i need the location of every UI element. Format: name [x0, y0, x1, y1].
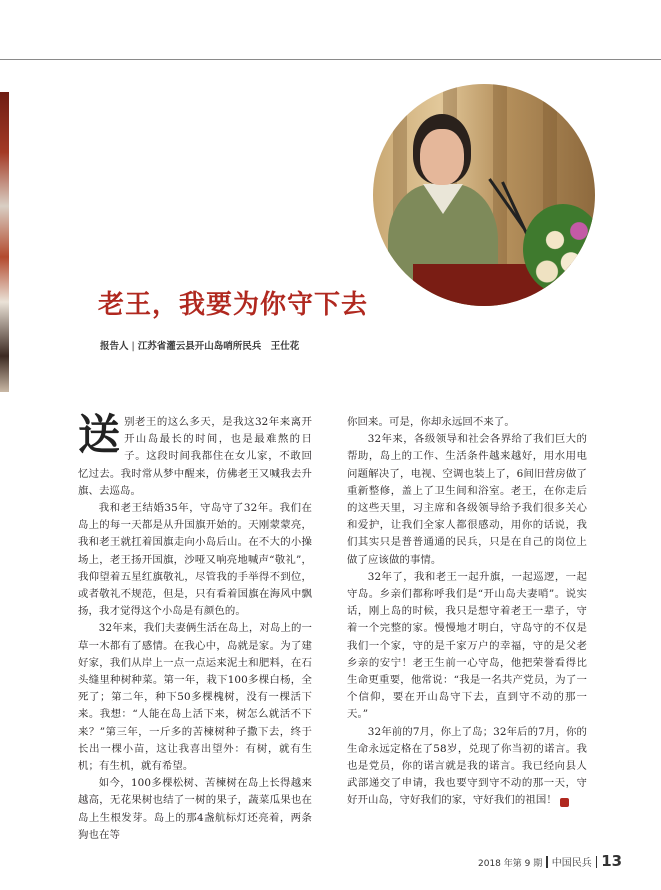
magazine-name: 中国民兵	[551, 858, 592, 869]
paragraph: 我和老王结婚35年，守岛守了32年。我们在岛上的每一天都是从升国旗开始的。天刚蒙蒙亮，我和老王就扛着国旗走向小岛后山。在不大的小操场上，老王扬开国旗，沙哑又响亮地喊声“敬礼”，我仰望着五星红旗敬礼，尽管我的手举得不到位，或者敬礼不规范，但是，只有看着国旗在海风中飘扬，我才觉得这个小岛是有颜色的。	[78, 502, 312, 618]
paragraph: 32年来，各级领导和社会各界给了我们巨大的帮助，岛上的工作、生活条件越来越好，用水用电问题解决了，电视、空调也装上了，6间旧营房做了重新整修，盖上了卫生间和浴室。老王，在你走后的这些天里，习主席和各级领导给予我们很多关心和爱护，让我们全家人都很感动，用你的话说，我们其实只是普普通通的民兵，只是在自己的岗位上做了应该做的事情。	[347, 433, 587, 566]
paragraph-first: 送别老王的这么多天，是我这32年来离开开山岛最长的时间，也是最难熬的日子。这段时间我都住在女儿家，不敢回忆过去。我时常从梦中醒来，仿佛老王又喊我去升旗、去巡岛。	[78, 410, 312, 497]
header-rule	[0, 59, 661, 60]
paragraph: 32年了，我和老王一起升旗，一起巡逻，一起守岛。乡亲们都称呼我们是“开山岛夫妻哨”。说实话，刚上岛的时候，我只是想守着老王一辈子，守着一个完整的家。慢慢地才明白，守岛守的不仅是我们一个家，守的是千家万户的幸福，守的是父老乡亲的安宁！老王生前一心守岛，他把荣誉看得比生命更重要，他常说：“我是一名共产党员，为了一个信仰，要在开山岛守下去，直到守不动的那一天。”	[347, 570, 587, 721]
article-column-left	[78, 410, 312, 844]
paragraph-last: 32年前的7月，你上了岛；32年后的7月，你的生命永远定格在了58岁，兑现了你当初的诺言。我也是党员，你的诺言就是我的诺言。我已经向县人武部递交了申请，我也要守到守不动的那一天，守好开山岛，守好我们的家，守好我们的祖国！ 军	[347, 725, 588, 807]
speaker-photo	[373, 84, 595, 306]
dropcap: 送	[78, 410, 121, 459]
page-number: 13	[601, 852, 623, 870]
byline: 报告人 | 江苏省灌云县开山岛哨所民兵 王仕花	[100, 341, 300, 352]
paragraph: 如今，100多棵松树、苦楝树在岛上长得越来越高，无花果树也结了一树的果子，蔬菜瓜果也在岛上生根发芽。岛上的那4盏航标灯还亮着，两条狗也在等	[78, 777, 312, 841]
article-title: 老王，我要为你守下去	[98, 290, 369, 320]
end-mark-icon: 军	[560, 798, 569, 807]
adjacent-page-photo-strip	[0, 92, 9, 392]
paragraph: 32年来，我们夫妻俩生活在岛上，对岛上的一草一木都有了感情。在我心中，岛就是家。为了建好家，我们从岸上一点一点运来泥土和肥料，在石头缝里种树种菜。第一年，栽下100多棵白杨，全死了；第二年，种下50多棵槐树，没有一棵活下来。我想：“人能在岛上活下来，树怎么就活不下来？”第三年，一斤多的苦楝树种子撒下去，终于长出一棵小苗，这让我喜出望外：有树，就有生机；有生机，就有希望。	[78, 622, 312, 773]
byline-reporter: 江苏省灌云县开山岛哨所民兵 王仕花	[137, 341, 300, 352]
paragraph-continued: 你回来。可是，你却永远回不来了。	[347, 416, 515, 428]
page-footer	[478, 851, 622, 870]
issue-number: 2018 年第 9 期	[478, 859, 543, 869]
byline-label: 报告人	[100, 341, 129, 352]
flower-bouquet	[523, 204, 595, 294]
article-column-right	[347, 414, 587, 810]
